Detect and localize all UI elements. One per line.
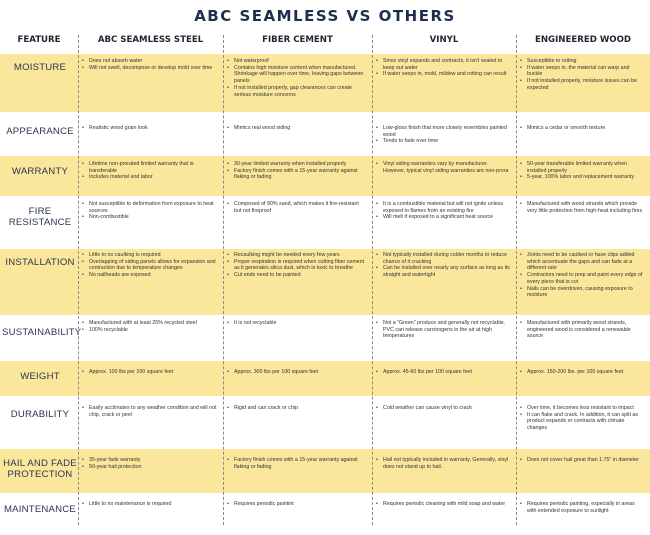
feature-label-line: RESISTANCE (8, 217, 72, 228)
feature-label-line: WEIGHT (20, 371, 60, 382)
table-cell (82, 320, 217, 333)
list-item: • Manufactured with wood strands which provide very little protection from high-heat including fires (520, 201, 644, 214)
list-item: • Susceptible to rotting (520, 58, 644, 65)
list-item: • Little to no caulking is required (82, 252, 217, 259)
table-cell (227, 369, 366, 376)
list-item: • 50-year hail protection (82, 464, 217, 471)
list-item: • Approx. 45-60 lbs per 100 square feet (376, 369, 510, 376)
table-cell (520, 457, 644, 464)
list-item: • Manufactured with at least 25% recycled steel (82, 320, 217, 327)
table-cell (227, 501, 366, 508)
list-item: • If water seeps in, mold, mildew and rotting can result (376, 71, 510, 78)
list-item: • Lifetime non-prorated limited warranty that is transferable (82, 161, 217, 174)
bullet-list (227, 405, 366, 412)
list-item: • Since vinyl expands and contracts, it isn't sealed to keep out water (376, 58, 510, 71)
list-item: • Not susceptible to deformation from exposure to heat sources (82, 201, 217, 214)
list-item: • Factory finish comes with a 15-year warranty against flaking or fading (227, 168, 366, 181)
list-item: • It is not recyclable (227, 320, 366, 327)
table-cell (227, 320, 366, 327)
list-item: • Joints need to be caulked or have clips added which accentuate the gaps and can fade at a different rate (520, 252, 644, 272)
feature-label (2, 166, 78, 177)
feature-label (2, 257, 78, 268)
table-cell (376, 58, 510, 78)
table-cell (520, 161, 644, 181)
list-item: • Over time, it becomes less resistant to impact (520, 405, 644, 412)
list-item: • It is a combustible material but will not ignite unless exposed to flames from an existing fire (376, 201, 510, 214)
header-fiber-cement: FIBER CEMENT (262, 35, 333, 45)
list-item: • Nails can be overdriven, causing exposure to moisture (520, 286, 644, 299)
list-item: • 50-year transferable limited warranty when installed properly (520, 161, 644, 174)
list-item: • Mimics a cedar or smooth texture (520, 125, 644, 132)
list-item: • Rigid and can crack or chip (227, 405, 366, 412)
list-item: • Contractors need to prep and paint every edge of every piece that is cut (520, 272, 644, 285)
table-cell (227, 457, 366, 470)
header-engineered-wood: ENGINEERED WOOD (534, 35, 632, 45)
list-item: • Cold weather can cause vinyl to crack (376, 405, 510, 412)
feature-label-line: DURABILITY (10, 409, 70, 420)
feature-label-line: HAIL AND FADE (3, 458, 77, 469)
bullet-list (376, 125, 510, 145)
list-item: • Requires periodic painting, especially in areas with extended exposure to sunlight (520, 501, 644, 514)
bullet-list (227, 369, 366, 376)
table-cell (520, 501, 644, 514)
list-item: • Not waterproof (227, 58, 366, 65)
feature-label (2, 327, 82, 338)
header-feature: FEATURE (17, 35, 61, 45)
bullet-list (520, 201, 644, 214)
feature-label-line: FIRE (28, 206, 52, 217)
list-item: • Proper respiration is required when cutting fiber cement as it generates silica dust, which is toxic to breathe (227, 259, 366, 272)
table-row (0, 449, 650, 493)
bullet-list (520, 161, 644, 181)
table-cell (376, 457, 510, 470)
table-cell (520, 201, 644, 214)
list-item: • 5-year, 100% labor and replacement warranty (520, 174, 644, 181)
table-cell (82, 201, 217, 221)
list-item: • Cut ends need to be painted (227, 272, 366, 279)
table-cell (82, 125, 217, 132)
feature-label-line: PROTECTION (7, 469, 73, 480)
feature-label (2, 371, 78, 382)
table-cell (520, 320, 644, 340)
bullet-list (376, 252, 510, 279)
table-cell (520, 58, 644, 92)
feature-label-line: MOISTURE (13, 62, 67, 73)
bullet-list (82, 125, 217, 132)
bullet-list (82, 405, 217, 418)
list-item: • 100% recyclable (82, 327, 217, 334)
feature-label-line: MAINTENANCE (3, 504, 77, 515)
bullet-list (376, 58, 510, 78)
column-divider (78, 35, 79, 525)
bullet-list (376, 457, 510, 470)
table-cell (227, 161, 366, 181)
list-item: • Mimics real wood siding (227, 125, 366, 132)
list-item: • 35-year fade warranty (82, 457, 217, 464)
table-cell (82, 457, 217, 470)
feature-label (2, 126, 78, 137)
list-item: • Factory finish comes with a 15-year warranty against flaking or fading (227, 457, 366, 470)
bullet-list (82, 252, 217, 279)
bullet-list (227, 501, 366, 508)
table-cell (376, 320, 510, 340)
table-cell (376, 369, 510, 376)
bullet-list (520, 369, 644, 376)
list-item: • No nailheads are exposed (82, 272, 217, 279)
list-item: • 30-year limited warranty when installed properly (227, 161, 366, 168)
feature-label-line: WARRANTY (11, 166, 69, 177)
feature-label-line: SUSTAINABILITY (2, 327, 82, 338)
list-item: • Can be installed over nearly any surface as long as its straight and watertight (376, 265, 510, 278)
bullet-list (376, 320, 510, 340)
column-divider (516, 35, 517, 525)
bullet-list (520, 501, 644, 514)
table-cell (376, 161, 510, 174)
bullet-list (520, 252, 644, 299)
list-item: • Overlapping of siding panels allows for expansion and contraction due to temperature changes (82, 259, 217, 272)
table-cell (227, 58, 366, 98)
list-item: • Will melt if exposed to a significant heat source (376, 214, 510, 221)
bullet-list (82, 58, 217, 71)
bullet-list (227, 320, 366, 327)
bullet-list (520, 125, 644, 132)
table-cell (227, 125, 366, 132)
bullet-list (82, 320, 217, 333)
table-cell (82, 501, 217, 508)
bullet-list (376, 201, 510, 221)
list-item: • Does not absorb water (82, 58, 217, 65)
list-item: • Approx. 300 lbs per 100 square feet (227, 369, 366, 376)
bullet-list (376, 369, 510, 376)
table-cell (376, 252, 510, 279)
table-cell (82, 161, 217, 181)
bullet-list (376, 405, 510, 412)
bullet-list (520, 58, 644, 92)
list-item: • If not installed properly, moisture issues can be expected (520, 78, 644, 91)
list-item: • Does not cover hail great than 1.75" in diameter (520, 457, 644, 464)
list-item: • Easily acclimates to any weather condition and will not chip, crack or peel (82, 405, 217, 418)
table-cell (82, 405, 217, 418)
table-cell (376, 201, 510, 221)
list-item: • Little to no maintenance is required (82, 501, 217, 508)
bullet-list (376, 161, 510, 174)
table-cell (376, 501, 510, 508)
bullet-list (376, 501, 510, 508)
bullet-list (82, 201, 217, 221)
feature-label (2, 504, 78, 515)
bullet-list (520, 320, 644, 340)
list-item: • Will not swell, decompose or develop mold over time (82, 65, 217, 72)
feature-label-line: APPEARANCE (6, 126, 74, 137)
table-cell (520, 405, 644, 432)
table-cell (82, 252, 217, 279)
table-cell (227, 201, 366, 214)
column-divider (372, 35, 373, 525)
table-row (0, 361, 650, 396)
bullet-list (520, 405, 644, 432)
list-item: • Manufactured with primarily wood strands, engineered wood is considered a renewable source (520, 320, 644, 340)
list-item: • It can flake and crack. In addition, it can split as product expands or contracts with climate changes (520, 412, 644, 432)
list-item: • Requires periodic paintint (227, 501, 366, 508)
table-cell (376, 125, 510, 145)
list-item: • Vinyl siding warranties vary by manufacturer. However, typical vinyl siding warranties are non-prora (376, 161, 510, 174)
list-item: • Tends to fade over time (376, 138, 510, 145)
table-row (0, 112, 650, 156)
list-item: • If not installed properly, gap clearances can create serious moisture concerns (227, 85, 366, 98)
header-vinyl: VINYL (429, 35, 459, 45)
bullet-list (82, 369, 217, 376)
bullet-list (227, 58, 366, 98)
column-divider (223, 35, 224, 525)
bullet-list (227, 201, 366, 214)
bullet-list (82, 457, 217, 470)
list-item: • Approx. 100 lbs per 100 square feet (82, 369, 217, 376)
bullet-list (227, 125, 366, 132)
table-cell (82, 369, 217, 376)
table-cell (376, 405, 510, 412)
bullet-list (82, 161, 217, 181)
header-abc-seamless-steel: ABC SEAMLESS STEEL (97, 35, 204, 45)
list-item: • Non-combustible (82, 214, 217, 221)
bullet-list (227, 457, 366, 470)
list-item: • Recaulking might be needed every few years (227, 252, 366, 259)
feature-label-line: INSTALLATION (5, 257, 75, 268)
page-title: ABC SEAMLESS VS OTHERS (194, 7, 456, 25)
list-item: • Hail not typically included in warranty. Generally, vinyl does not stand up to hail. (376, 457, 510, 470)
table-cell (82, 58, 217, 71)
table-header-row (0, 35, 650, 50)
feature-label (2, 458, 78, 480)
bullet-list (227, 161, 366, 181)
feature-label (2, 62, 78, 73)
table-cell (520, 252, 644, 299)
list-item: • Low-gloss finish that more closely resembles painted wood (376, 125, 510, 138)
bullet-list (520, 457, 644, 464)
list-item: • Composed of 90% sand, which makes it fire-resistant but not fireproof (227, 201, 366, 214)
bullet-list (82, 501, 217, 508)
feature-label (2, 206, 78, 228)
bullet-list (227, 252, 366, 279)
list-item: • Contains high moisture content when manufactured. Shrinkage will happen over time, leaving gaps between panels (227, 65, 366, 85)
table-cell (227, 252, 366, 279)
list-item: • Realistic wood grain look (82, 125, 217, 132)
list-item: • Approx. 150-200 lbs. per 100 square feet (520, 369, 644, 376)
table-cell (227, 405, 366, 412)
list-item: • If water seeps in, the material can warp and buckle (520, 65, 644, 78)
list-item: • Not a "Green" produce and generally not recyclable. PVC can release carcinogens in the air at high temperatures (376, 320, 510, 340)
table-cell (520, 125, 644, 132)
list-item: • Not typically installed during colder months to reduce chance of it cracking (376, 252, 510, 265)
list-item: • Includes material and labor (82, 174, 217, 181)
table-cell (520, 369, 644, 376)
feature-label (2, 409, 78, 420)
list-item: • Requires periodic cleaning with mild soap and water (376, 501, 510, 508)
